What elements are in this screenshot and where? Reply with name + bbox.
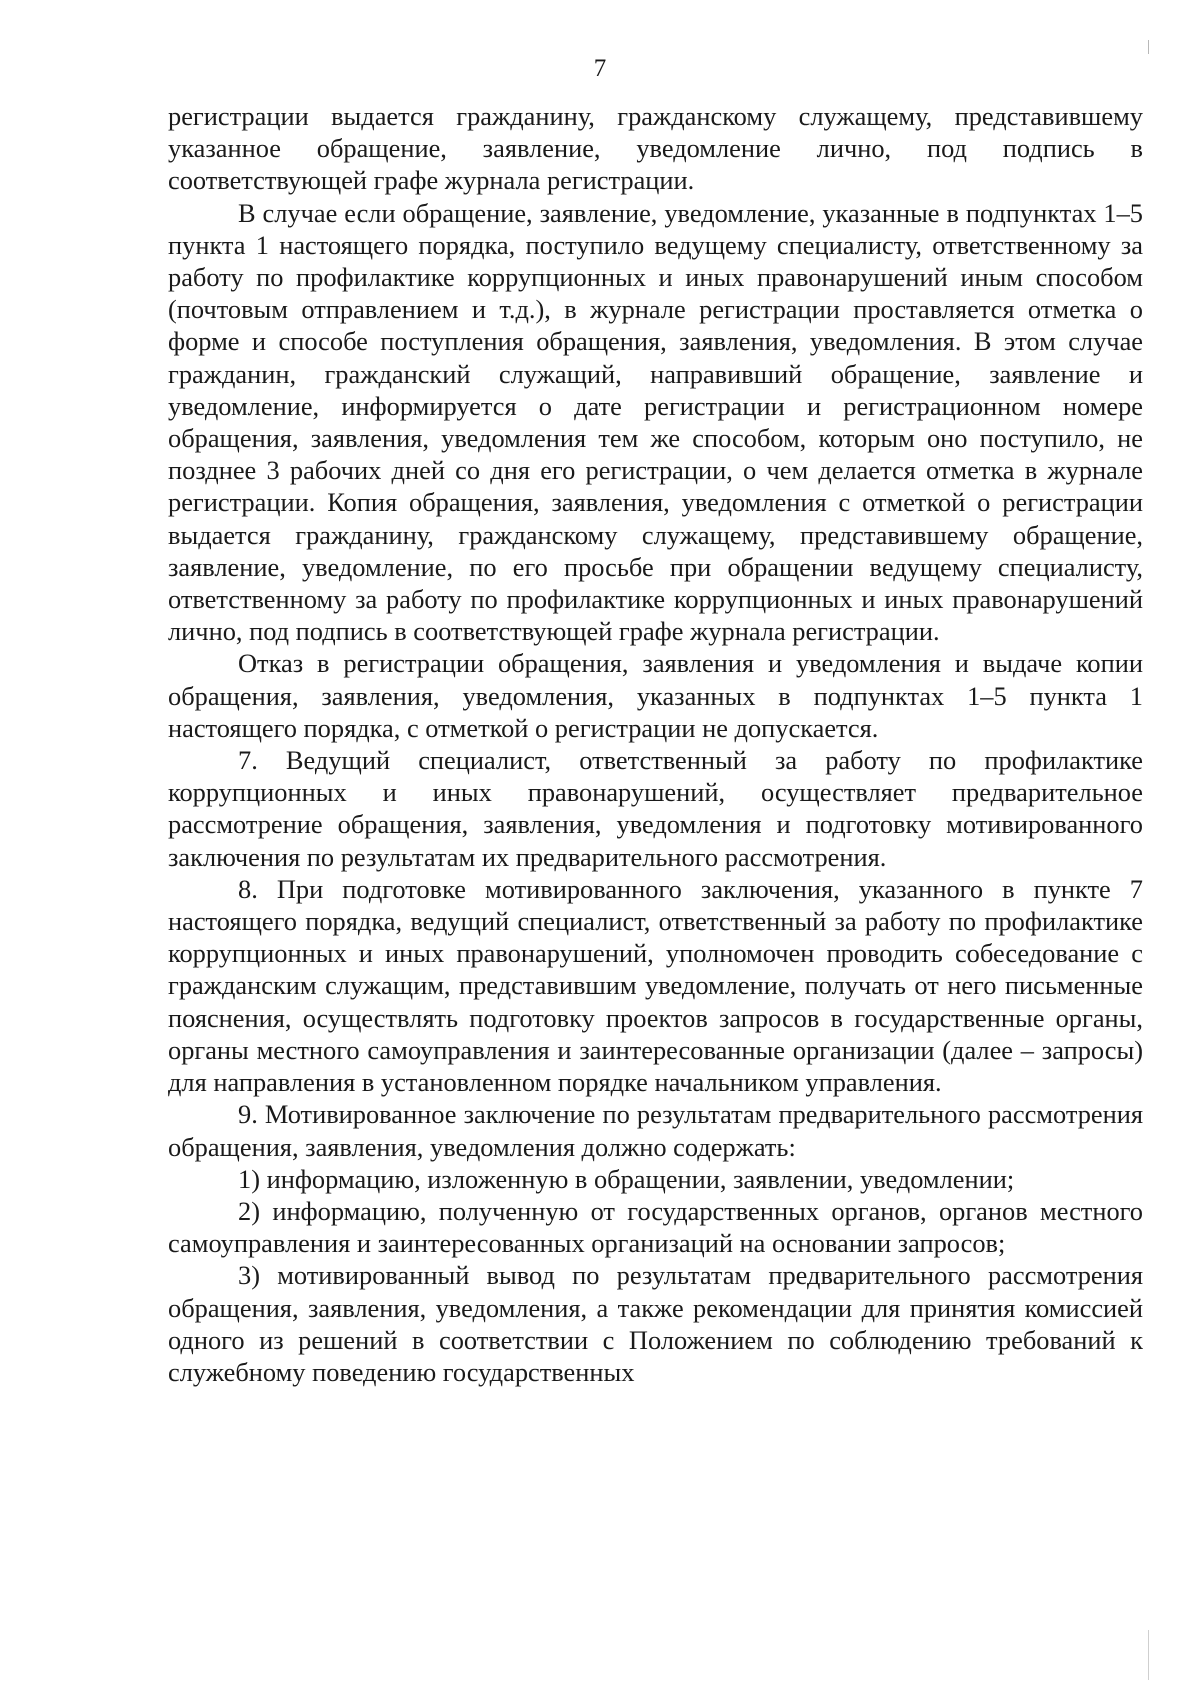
paragraph-refusal-not-allowed: Отказ в регистрации обращения, заявления и уведомления и выдаче копии обращения, заявления, уведомления, указанных в подпунктах 1–5 пункта 1 настоящего порядка, с отметкой о регистрации не допускается. [168, 648, 1143, 743]
paragraph-registration-other-method: В случае если обращение, заявление, уведомление, указанные в подпунктах 1–5 пункта 1 настоящего порядка, поступило ведущему специалисту, ответственному за работу по профилактике коррупционных и иных правонарушений иным способом (почтовым отправлением и т.д.), в журнале регистрации проставляется отметка о форме и способе поступления обращения, заявления, уведомления. В этом случае гражданин, гражданский служащий, направивший обращение, заявление и уведомление, информируется о дате регистрации и регистрационном номере обращения, заявления, уведомления тем же способом, которым оно поступило, не позднее 3 рабочих дней со дня его регистрации, о чем делается отметка в журнале регистрации. Копия обращения, заявления, уведомления с отметкой о регистрации выдается гражданину, гражданскому служащему, представившему обращение, заявление, уведомление, по его просьбе при обращении ведущему специалисту, ответственному за работу по профилактике коррупционных и иных правонарушений лично, под подпись в соответствующей графе журнала регистрации. [168, 197, 1143, 647]
document-body [168, 100, 1143, 1388]
scan-edge-mark-bottom [1148, 1630, 1149, 1680]
paragraph-item-9: 9. Мотивированное заключение по результатам предварительного рассмотрения обращения, заявления, уведомления должно содержать: [168, 1099, 1143, 1162]
paragraph-item-7: 7. Ведущий специалист, ответственный за работу по профилактике коррупционных и иных правонарушений, осуществляет предварительное рассмотрение обращения, заявления, уведомления и подготовку мотивированного заключения по результатам их предварительного рассмотрения. [168, 745, 1143, 872]
paragraph-subitem-2: 2) информацию, полученную от государственных органов, органов местного самоуправления и заинтересованных организаций на основании запросов; [168, 1195, 1143, 1259]
paragraph-subitem-1: 1) информацию, изложенную в обращении, заявлении, уведомлении; [238, 1163, 1015, 1194]
page-number: 7 [593, 55, 607, 82]
paragraph-continuation: регистрации выдается гражданину, гражданскому служащему, представившему указанное обращение, заявление, уведомление лично, под подпись в соответствующей графе журнала регистрации. [168, 101, 1143, 196]
scan-edge-mark-top [1148, 40, 1149, 54]
paragraph-subitem-3: 3) мотивированный вывод по результатам предварительного рассмотрения обращения, заявления, уведомления, а также рекомендации для принятия комиссией одного из решений в соответствии с Положением по соблюдению требований к служебному поведению государственных [168, 1260, 1143, 1387]
paragraph-item-8: 8. При подготовке мотивированного заключения, указанного в пункте 7 настоящего порядка, ведущий специалист, ответственный за работу по профилактике коррупционных и иных правонарушений, уполномочен проводить собеседование с гражданским служащим, представившим уведомление, получать от него письменные пояснения, осуществлять подготовку проектов запросов в государственные органы, органы местного самоуправления и заинтересованные организации (далее – запросы) для направления в установленном порядке начальником управления. [168, 873, 1143, 1098]
